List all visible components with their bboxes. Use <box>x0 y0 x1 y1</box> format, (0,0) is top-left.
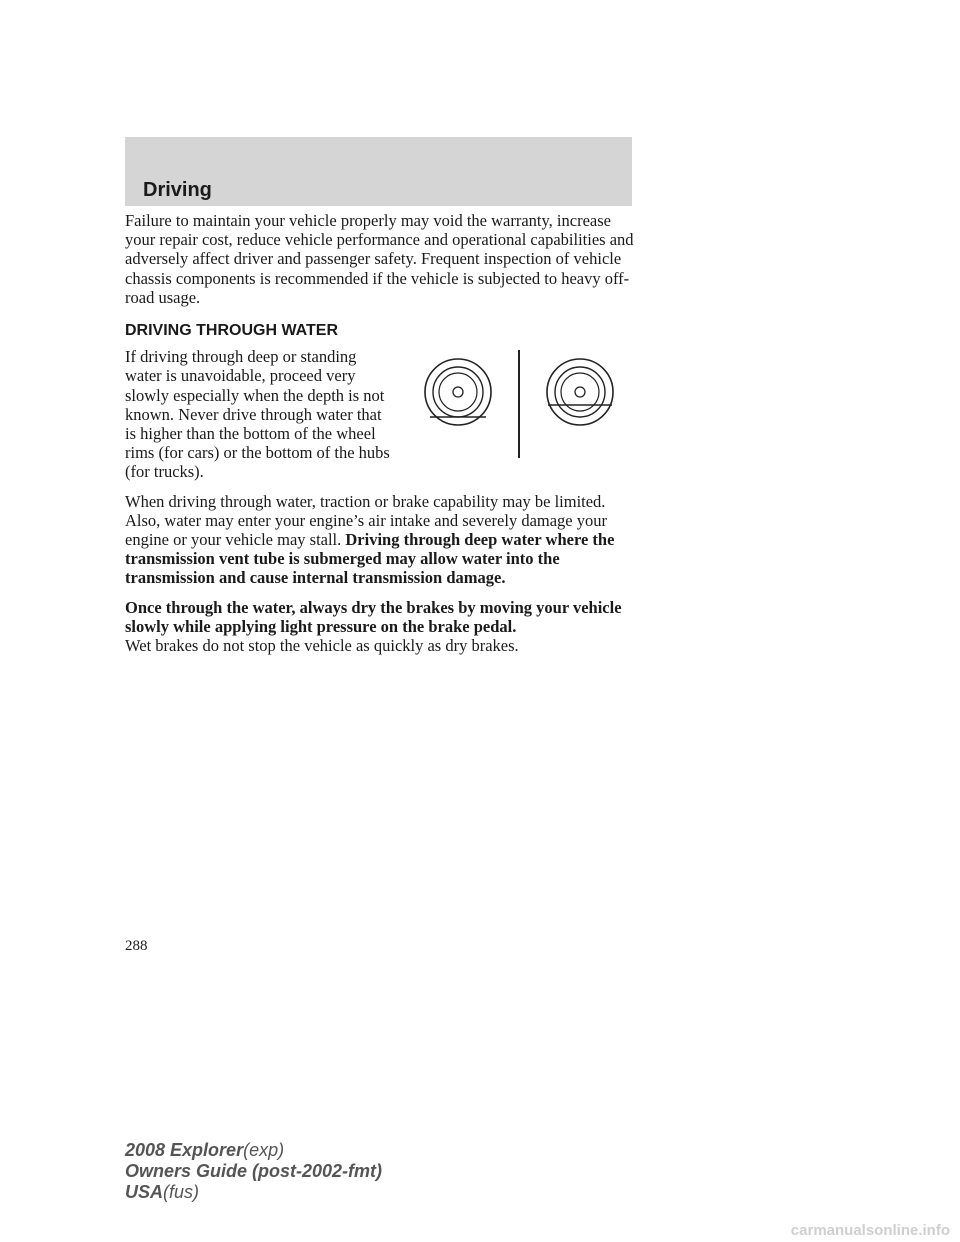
wet-brakes-note: Wet brakes do not stop the vehicle as quickly as dry brakes. <box>125 636 519 656</box>
paragraph-maintenance: Failure to maintain your vehicle properly may void the warranty, increase your repair cost, reduce vehicle performance and operational capabilities and adversely affect driver and passenger safety. Frequent inspection of vehicle chassis components is recommended if the vehicle is subjected to heavy off-road usage. <box>125 211 634 307</box>
wheel-water-level-illustration <box>420 347 635 461</box>
section-title: Driving <box>143 179 212 201</box>
wheel-diagram-icon <box>420 347 635 461</box>
paragraph-water-intro: If driving through deep or standing water is unavoidable, proceed very slowly especially when the depth is not known. Never drive through water that is higher than the bottom of the wheel rims (for cars) or the bottom of the hubs (for trucks). <box>125 347 390 482</box>
footer-line-3 <box>125 1182 382 1203</box>
footer-market-code: (fus) <box>163 1182 200 1202</box>
brake-dry-instruction: Once through the water, always dry the brakes by moving your vehicle slowly while applying light pressure on the brake pedal. <box>125 597 622 636</box>
paragraph-brakes <box>125 598 635 656</box>
truck-wheel-icon <box>547 359 613 425</box>
document-footer <box>125 1140 382 1203</box>
footer-line-1 <box>125 1140 382 1161</box>
page-number: 288 <box>125 938 148 954</box>
page-content <box>125 211 635 665</box>
footer-model: 2008 Explorer <box>125 1140 244 1160</box>
traction-text: When driving through water, traction or brake capability may be limited. Also, water may enter your engine’s air intake and severely damage your engine or your vehicle may stall. <box>125 491 607 550</box>
paragraph-traction <box>125 492 635 588</box>
car-wheel-icon <box>425 359 491 425</box>
section-header <box>125 137 632 206</box>
watermark: carmanualsonline.info <box>790 1222 950 1239</box>
footer-line-2 <box>125 1161 382 1182</box>
footer-model-code: (exp) <box>243 1140 285 1160</box>
footer-guide-type: Owners Guide (post-2002-fmt) <box>125 1161 383 1181</box>
footer-market: USA <box>125 1182 164 1202</box>
section-heading-water: DRIVING THROUGH WATER <box>125 322 339 340</box>
transmission-warning: Driving through deep water where the transmission vent tube is submerged may allow water into the transmission and cause internal transmission damage. <box>125 530 615 588</box>
